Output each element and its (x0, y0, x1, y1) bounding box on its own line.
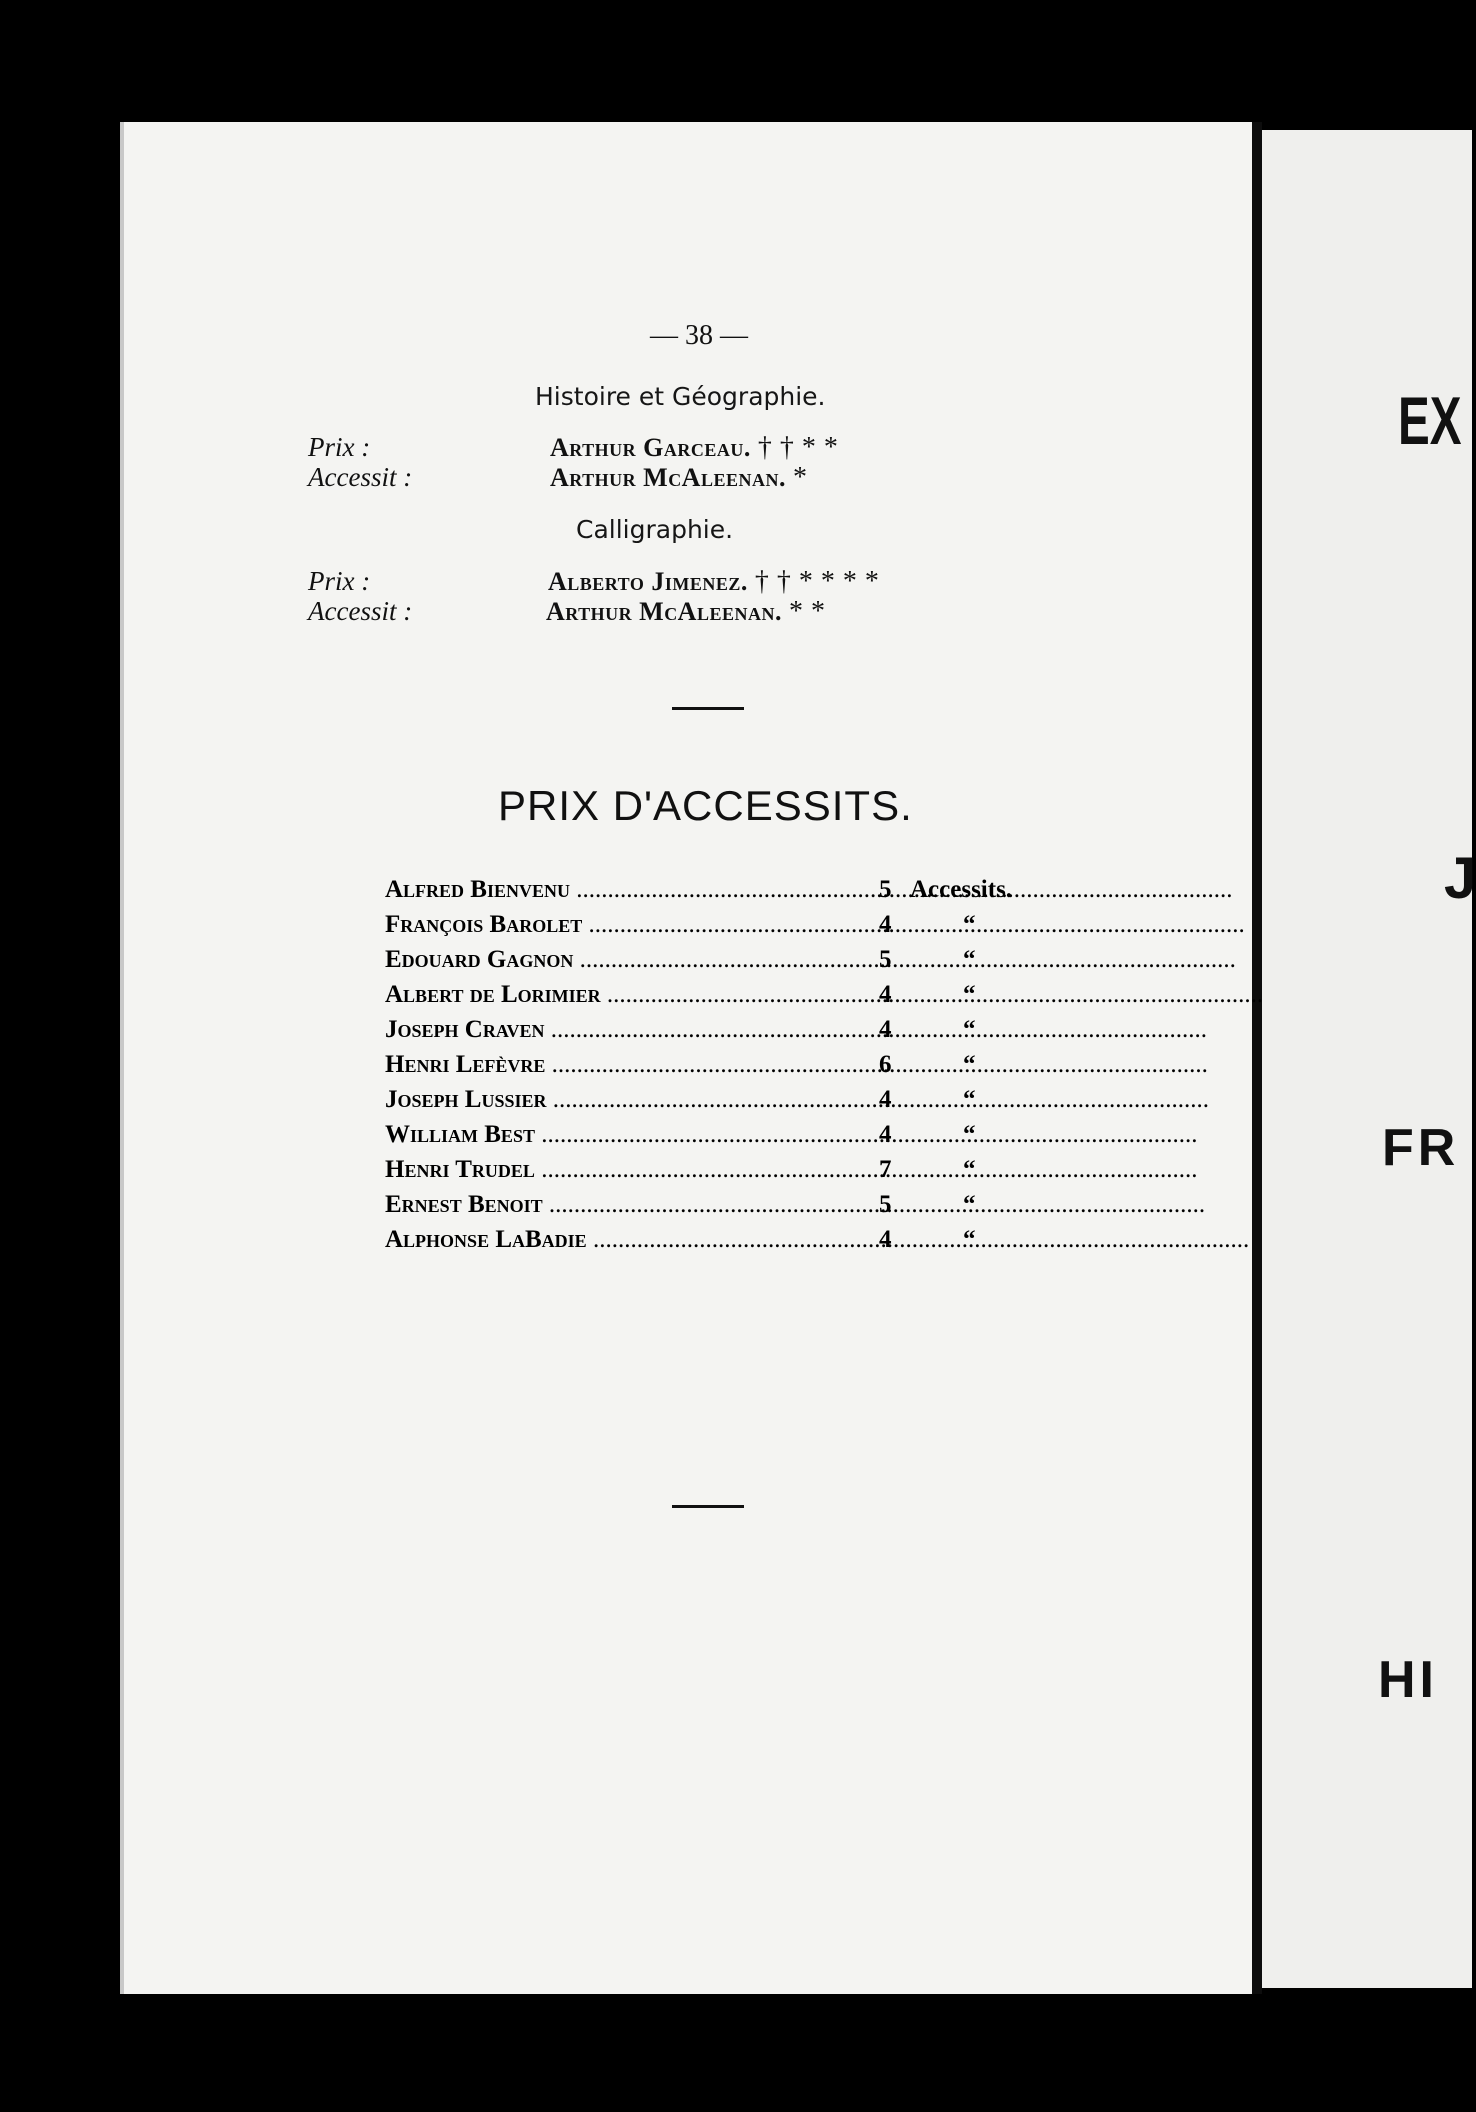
accessit-label: Accessit : (308, 596, 413, 626)
section-divider (672, 1505, 744, 1508)
right-page-heading-fragment: HI (1378, 1651, 1438, 1709)
accessit-winner: Arthur McAleenan. * (550, 462, 808, 493)
accessit-winner: Arthur McAleenan. * * (546, 596, 826, 627)
prize-winner: Arthur Garceau. † † * * (550, 432, 839, 463)
page-gutter (1252, 122, 1262, 1994)
right-page-heading-fragment: J (1444, 846, 1476, 911)
right-page-heading-fragment: EX (1398, 383, 1462, 459)
accessits-title: PRIX D'ACCESSITS. (498, 782, 913, 829)
section-divider (672, 707, 744, 710)
right-page-heading-fragment: FR (1382, 1119, 1460, 1177)
prize-winner: Alberto Jimenez. † † * * * * (548, 566, 880, 597)
page-number: — 38 — (650, 320, 748, 351)
prize-label: Prix : (308, 566, 371, 596)
accessit-label: Accessit : (308, 462, 413, 492)
prize-label: Prix : (308, 432, 371, 462)
section-heading-calligraphie: Calligraphie. (576, 515, 734, 544)
section-heading-histoire: Histoire et Géographie. (535, 382, 826, 411)
